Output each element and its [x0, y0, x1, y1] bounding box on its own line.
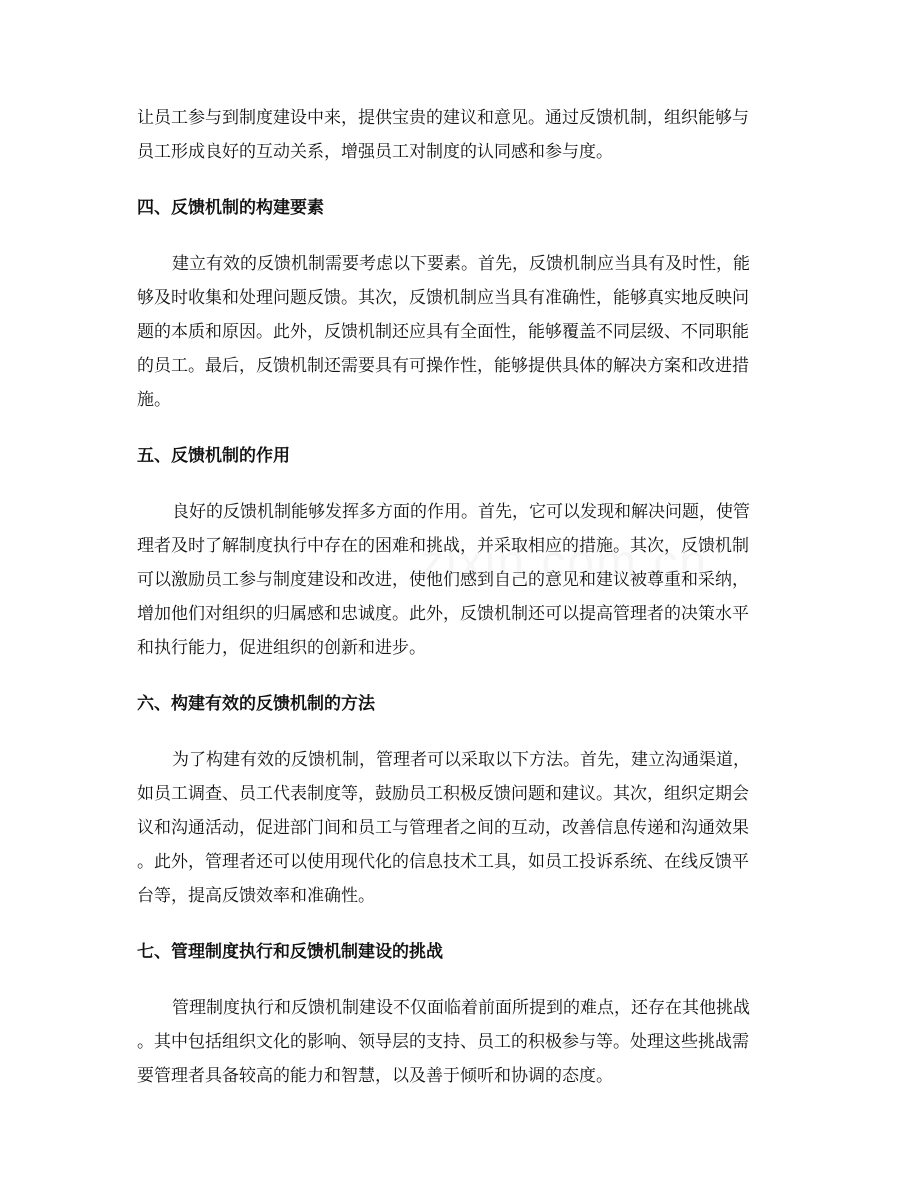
paragraph-line: 建立有效的反馈机制需要考虑以下要素。首先，反馈机制应当具有及时性，能	[172, 254, 750, 274]
paragraph-line: 增加他们对组织的归属感和忠诚度。此外，反馈机制还可以提高管理者的决策水平	[137, 604, 749, 624]
paragraph-line: 员工形成良好的互动关系，增强员工对制度的认同感和参与度。	[137, 142, 613, 162]
section-paragraph-5	[137, 495, 787, 665]
paragraph-line: 和执行能力，促进组织的创新和进步。	[137, 638, 426, 658]
paragraph-line: 台等，提高反馈效率和准确性。	[137, 886, 375, 906]
paragraph-line: 够及时收集和处理问题反馈。其次，反馈机制应当具有准确性，能够真实地反映问	[137, 288, 749, 308]
section-heading-4: 四、反馈机制的构建要素	[137, 198, 324, 218]
intro-paragraph	[137, 101, 787, 169]
paragraph-line: 为了构建有效的反馈机制，管理者可以采取以下方法。首先，建立沟通渠道，	[172, 750, 750, 770]
section-paragraph-6	[137, 743, 787, 913]
paragraph-line: 。其中包括组织文化的影响、领导层的支持、员工的积极参与等。处理这些挑战需	[137, 1032, 749, 1052]
section-paragraph-7	[137, 991, 787, 1093]
paragraph-line: 让员工参与到制度建设中来，提供宝贵的建议和意见。通过反馈机制，组织能够与	[137, 108, 749, 128]
paragraph-line: 理者及时了解制度执行中存在的困难和挑战，并采取相应的措施。其次，反馈机制	[137, 536, 749, 556]
section-heading-6: 六、构建有效的反馈机制的方法	[137, 694, 375, 714]
section-heading-5: 五、反馈机制的作用	[137, 446, 290, 466]
section-paragraph-4	[137, 247, 787, 417]
paragraph-line: 如员工调查、员工代表制度等，鼓励员工积极反馈问题和建议。其次，组织定期会	[137, 784, 749, 804]
paragraph-line: 管理制度执行和反馈机制建设不仅面临着前面所提到的难点，还存在其他挑战	[172, 998, 750, 1018]
paragraph-line: 良好的反馈机制能够发挥多方面的作用。首先，它可以发现和解决问题，使管	[172, 502, 750, 522]
paragraph-line: 可以激励员工参与制度建设和改进，使他们感到自己的意见和建议被尊重和采纳，	[137, 570, 749, 590]
paragraph-line: 题的本质和原因。此外，反馈机制还应具有全面性，能够覆盖不同层级、不同职能	[137, 322, 749, 342]
paragraph-line: 的员工。最后，反馈机制还需要具有可操作性，能够提供具体的解决方案和改进措	[137, 356, 749, 376]
paragraph-line: 施。	[137, 390, 171, 410]
section-heading-7: 七、管理制度执行和反馈机制建设的挑战	[137, 942, 443, 962]
paragraph-line: 议和沟通活动，促进部门间和员工与管理者之间的互动，改善信息传递和沟通效果	[137, 818, 749, 838]
document-body	[137, 101, 787, 1093]
paragraph-line: 。此外，管理者还可以使用现代化的信息技术工具，如员工投诉系统、在线反馈平	[137, 852, 749, 872]
paragraph-line: 要管理者具备较高的能力和智慧，以及善于倾听和协调的态度。	[137, 1066, 613, 1086]
